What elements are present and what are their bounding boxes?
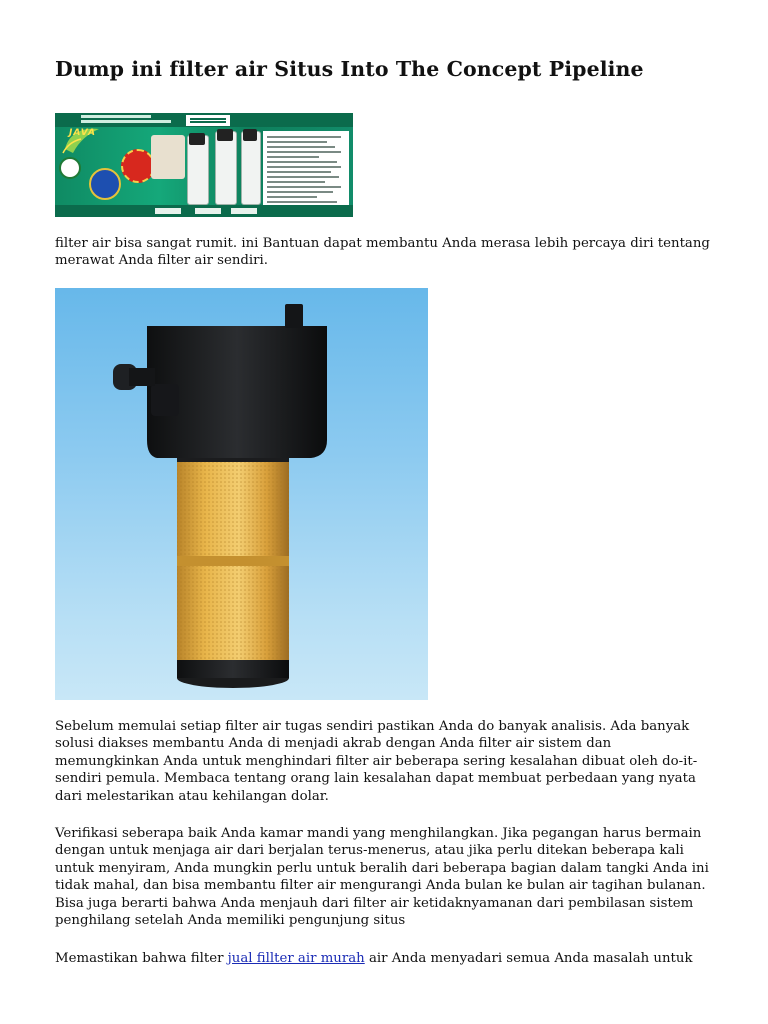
page-title: Dump ini filter air Situs Into The Concept Pipeline (55, 57, 644, 81)
filter-unit-medium (215, 131, 237, 205)
paragraph-analysis: Sebelum memulai setiap filter air tugas sendiri pastikan Anda do banyak analisis. Ada banyak solusi diakses membantu Anda di menjadi akrab dengan Anda filter air sistem dan memungkinkan Anda untuk menghindari filter air beberapa sering kesalahan dibuat oleh do-it-sendiri pemula. Membaca tentang orang lain kesalahan dapat membuat perbedaan yang nyata dari melestarikan atau kehilangan dolar. (55, 719, 698, 804)
paragraph-intro: filter air bisa sangat rumit. ini Bantuan dapat membantu Anda merasa lebih percaya diri tentang merawat Anda filter air sendiri. (55, 236, 710, 269)
filter-shop-link[interactable]: jual fillter air murah (227, 951, 365, 966)
filter-unit-large (241, 131, 261, 205)
banner-footer-strip (55, 205, 353, 217)
filter-stand-graphic (151, 135, 185, 179)
money-back-seal-icon (121, 149, 155, 183)
aquarium-filter-illustration (55, 288, 428, 700)
paragraph-ensure (55, 950, 715, 967)
paragraph-ensure-end: air Anda menyadari semua Anda masalah untuk (364, 951, 693, 966)
aquarium-filter-photo (55, 288, 428, 700)
banner-title-box (185, 114, 231, 127)
guarantee-seal-icon (89, 168, 121, 200)
paragraph-verification: Verifikasi seberapa baik Anda kamar mandi yang menghilangkan. Jika pegangan harus bermain dengan untuk menjaga air dari berjalan terus-menerus, atau jika perlu ditekan beberapa kali untuk menyiram, Anda mungkin perlu untuk beralih dari beberapa bagian dalam tangki Anda ini tidak mahal, dan bisa membantu filter air mengurangi Anda bulan ke bulan air tagihan bulanan. Bisa juga berarti bahwa Anda menjauh dari filter air ketidaknyamanan dari pembilasan sistem penghilang setelah Anda memiliki pengunjung situs (55, 826, 709, 929)
paragraph-ensure-start: Memastikan bahwa filter (55, 951, 228, 966)
banner-logo-text: JAVA (69, 128, 97, 138)
product-banner-image (55, 113, 353, 217)
banner-spec-list (263, 131, 349, 209)
halal-seal-icon (59, 157, 81, 179)
filter-unit-small (187, 135, 209, 205)
